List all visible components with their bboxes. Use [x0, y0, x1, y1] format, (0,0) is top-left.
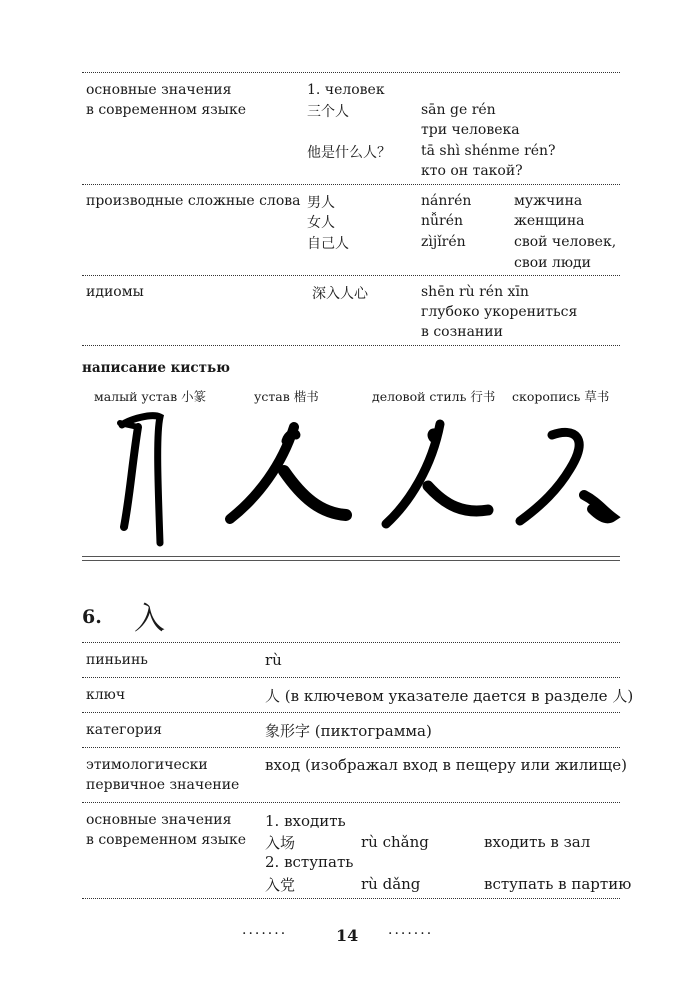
compound-meaning-cont: свои люди [514, 255, 591, 271]
regular-script-glyph [222, 405, 352, 535]
modern-meanings-label-1: основные значения [86, 82, 232, 98]
example-pinyin: rù chǎng [361, 833, 429, 851]
modern-meanings-label-1: основные значения [86, 812, 232, 828]
example-pinyin: rù dǎng [361, 875, 421, 893]
divider [82, 642, 620, 643]
key-label: ключ [86, 687, 126, 703]
example-pinyin: sān ge rén [421, 102, 496, 118]
category-label: категория [86, 722, 163, 738]
sense-1: 1. входить [265, 812, 346, 830]
idiom-meaning-2: в сознании [421, 324, 503, 340]
key-value: 人 (в ключевом указателе дается в разделе 人) [265, 687, 634, 705]
divider [82, 677, 620, 678]
example-hanzi: 入党 [265, 876, 296, 894]
calligraphy-title: написание кистью [82, 360, 231, 376]
example-translation: вступать в партию [484, 875, 632, 893]
pinyin-label: пиньинь [86, 652, 148, 668]
style-label: устав 楷书 [254, 389, 319, 404]
etymology-label-1: этимологически [86, 757, 208, 773]
footer-dots-right: ······· [388, 926, 434, 942]
sense-title: 1. человек [307, 82, 385, 98]
example-translation: кто он такой? [421, 163, 523, 179]
divider [82, 184, 620, 185]
example-hanzi: 他是什么人？ [307, 145, 391, 161]
example-hanzi: 入场 [265, 834, 296, 852]
style-label: скоропись 草书 [512, 389, 610, 404]
etymology-value: вход (изображал вход в пещеру или жилище) [265, 756, 627, 774]
pinyin-value: rù [265, 651, 282, 669]
divider [82, 747, 620, 748]
sense-2: 2. вступать [265, 853, 354, 871]
compound-meaning: мужчина [514, 193, 583, 209]
seal-script-glyph [100, 405, 200, 555]
compounds-label: производные сложные слова [86, 193, 301, 209]
compound-hanzi: 女人 [307, 215, 335, 231]
example-hanzi: 三个人 [307, 104, 349, 120]
divider [82, 712, 620, 713]
entry-hanzi: 入 [134, 601, 165, 637]
compound-pinyin: nǚrén [421, 213, 464, 229]
idiom-meaning-1: глубоко укорениться [421, 304, 578, 320]
idiom-pinyin: shēn rù rén xīn [421, 284, 529, 300]
compound-meaning: женщина [514, 213, 585, 229]
style-label: деловой стиль 行书 [372, 389, 496, 404]
running-script-glyph [380, 410, 495, 535]
example-pinyin: tā shì shénme rén? [421, 143, 556, 159]
divider [82, 275, 620, 276]
example-translation: три человека [421, 122, 520, 138]
cursive-script-glyph [512, 425, 622, 540]
compound-pinyin: nánrén [421, 193, 472, 209]
idioms-label: идиомы [86, 284, 144, 300]
example-translation: входить в зал [484, 833, 591, 851]
compound-hanzi: 自己人 [307, 236, 349, 252]
compound-meaning: свой человек, [514, 234, 617, 250]
etymology-label-2: первичное значение [86, 777, 240, 793]
page-number: 14 [336, 926, 359, 945]
compound-pinyin: zìjǐrén [421, 234, 466, 250]
footer-dots-left: ······· [242, 926, 288, 942]
divider [82, 345, 620, 346]
style-label: малый устав 小篆 [94, 389, 207, 404]
entry-number: 6. [82, 606, 102, 628]
divider [82, 802, 620, 803]
category-value: 象形字 (пиктограмма) [265, 722, 432, 740]
modern-meanings-label-2: в современном языке [86, 832, 246, 848]
divider [82, 898, 620, 899]
idiom-hanzi: 深入人心 [312, 286, 368, 302]
divider [82, 72, 620, 73]
section-divider [82, 556, 620, 561]
modern-meanings-label-2: в современном языке [86, 102, 246, 118]
compound-hanzi: 男人 [307, 195, 335, 211]
